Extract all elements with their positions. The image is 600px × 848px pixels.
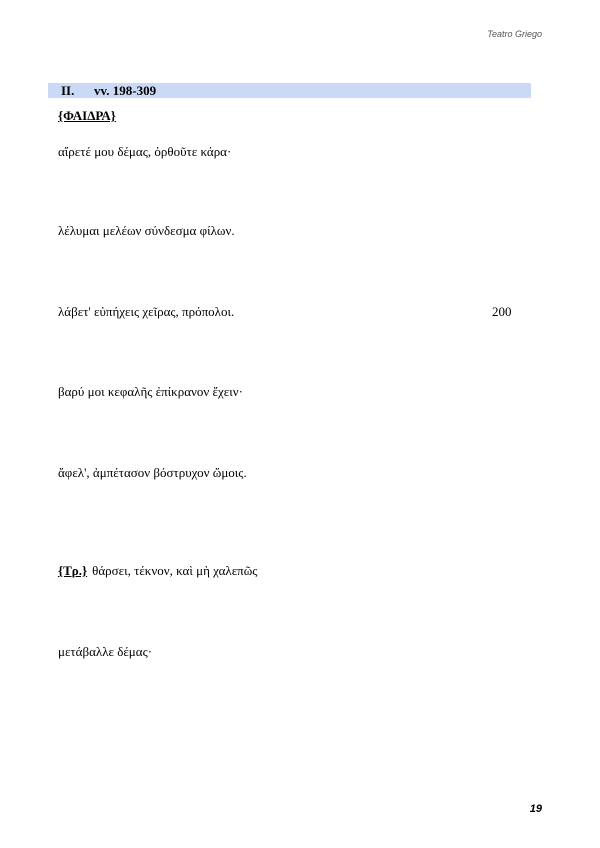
verse-line: αἴρετέ μου δέμας, ὀρθοῦτε κάρα· <box>58 144 232 159</box>
verse-line: βαρύ μοι κεφαλῆς ἐπίκρανον ἔχειν· <box>58 384 243 399</box>
verse-line: λάβετ' εὐπήχεις χεῖρας, πρόπολοι. <box>58 304 235 319</box>
verse-line: ἄφελ', ἀμπέτασον βόστρυχον ὤμοις. <box>58 465 247 480</box>
verse-text: θάρσει, τέκνον, καὶ μὴ χαλεπῶς <box>92 563 258 578</box>
verse-range: vv. 198-309 <box>94 83 157 98</box>
page-number: 19 <box>529 803 542 815</box>
line-number: 200 <box>492 304 512 319</box>
verse-line: μετάβαλλε δέμας· <box>58 644 153 659</box>
speaker-heading: {ΦΑΙΔΡΑ} <box>58 108 116 123</box>
speaker-tag: {Τρ.} <box>58 563 88 578</box>
verse-line <box>58 563 257 579</box>
section-number: II. <box>61 83 75 98</box>
section-heading <box>48 83 531 98</box>
running-header: Teatro Griego <box>487 29 542 39</box>
verse-line: λέλυμαι μελέων σύνδεσμα φίλων. <box>58 223 235 238</box>
